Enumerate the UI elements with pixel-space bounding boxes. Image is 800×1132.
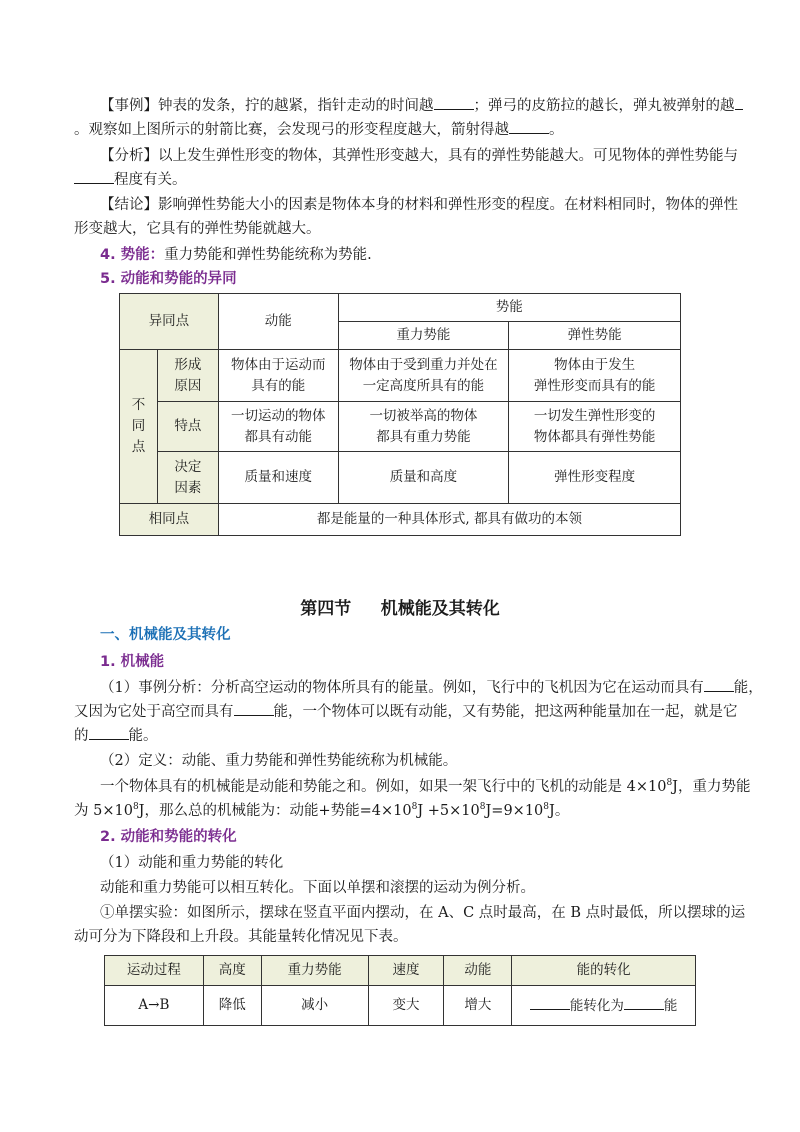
row-label-same: 相同点 [120, 504, 219, 536]
item-4-label: 4. 势能： [100, 247, 165, 263]
mech-p2: 又因为它处于高空而具有 能，一个物体可以既有动能，又有势能，把这两种能量加在一起，就是它 [74, 701, 738, 723]
blank-kinetic [704, 677, 734, 692]
conclusion-line-2: 形变越大，它具有的弹性势能就越大。 [74, 221, 321, 237]
blank-to-energy [624, 995, 664, 1010]
analysis-tag: 【分析】 [100, 148, 158, 164]
cell-kinetic-feature: 一切运动的物体 都具有动能 [218, 402, 338, 452]
td-speed: 变大 [368, 986, 444, 1026]
example-line-1: 【事例】钟表的发条，拧的越紧，指针走动的时间越 ；弹弓的皮筋拉的越长，弹丸被弹射的越 [100, 95, 743, 117]
heading-1: 一、机械能及其转化 [100, 627, 231, 643]
cell-gravity-factors: 质量和高度 [338, 452, 509, 504]
header-elastic: 弹性势能 [509, 322, 681, 350]
example-tag: 【事例】 [100, 98, 158, 114]
td-kinetic-energy: 增大 [444, 986, 512, 1026]
mech-p3: 的 能。 [74, 725, 158, 747]
cell-elastic-formation: 物体由于发生 弹性形变而具有的能 [509, 350, 681, 402]
header-compare: 异同点 [120, 294, 219, 350]
conv-p4: 动可分为下降段和上升段。其能量转化情况见下表。 [74, 929, 408, 945]
mech-label: 1. 机械能 [100, 654, 165, 670]
cell-kinetic-formation: 物体由于运动而 具有的能 [218, 350, 338, 402]
conv-label: 2. 动能和势能的转化 [100, 829, 237, 845]
td-height: 降低 [203, 986, 261, 1026]
th-speed: 速度 [368, 956, 444, 986]
item-4: 4. 势能：重力势能和弹性势能统称为势能. [100, 247, 372, 263]
side-label-differences: 不 同 点 [120, 350, 158, 504]
header-gravity: 重力势能 [338, 322, 509, 350]
th-gravity-energy: 重力势能 [261, 956, 368, 986]
td-gravity-energy: 减小 [261, 986, 368, 1026]
row-label-formation: 形成 原因 [157, 350, 218, 402]
mech-p1: （1）事例分析：分析高空运动的物体所具有的能量。例如，飞行中的飞机因为它在运动而具有 能， [100, 677, 763, 699]
mech-example-2: 为 $5\times 10^8J$，那么总的机械能为：动能+势能$=4\times 10^8J +5\times 10^8J=9\times 10^8J$。 [74, 802, 570, 819]
th-kinetic-energy: 动能 [444, 956, 512, 986]
cell-same: 都是能量的一种具体形式, 都具有做功的本领 [218, 504, 680, 536]
cell-elastic-factors: 弹性形变程度 [509, 452, 681, 504]
conv-p3: ①单摆实验：如图所示，摆球在竖直平面内摆动，在 A、C 点时最高，在 B 点时最低，所以摆球的运 [100, 905, 746, 921]
pendulum-table [104, 955, 696, 1026]
th-conversion: 能的转化 [512, 956, 696, 986]
item-5 [100, 268, 237, 290]
example-line-2: 。观察如上图所示的射箭比赛，会发现弓的形变程度越大，箭射得越 。 [74, 119, 564, 141]
blank-time [434, 95, 474, 110]
header-potential: 势能 [338, 294, 680, 322]
analysis-line-1: 【分析】以上发生弹性形变的物体，其弹性形变越大，具有的弹性势能越大。可见物体的弹性势能与 [100, 148, 738, 164]
cell-gravity-feature: 一切被举高的物体 都具有重力势能 [338, 402, 509, 452]
td-conversion: 能转化为 能 [512, 986, 696, 1026]
cell-gravity-formation: 物体由于受到重力并处在 一定高度所具有的能 [338, 350, 509, 402]
cell-kinetic-factors: 质量和速度 [218, 452, 338, 504]
blank-arrow [509, 119, 549, 134]
section-title: 第四节 机械能及其转化 [300, 599, 500, 619]
mech-definition: （2）定义：动能、重力势能和弹性势能统称为机械能。 [100, 753, 458, 769]
cell-elastic-feature: 一切发生弹性形变的 物体都具有弹性势能 [509, 402, 681, 452]
td-process: A→B [105, 986, 204, 1026]
mech-example-1: 一个物体具有的机械能是动能和势能之和。例如，如果一架飞行中的飞机的动能是 $4\times 10^8J$，重力势能 [100, 778, 751, 795]
blank-from-energy [530, 995, 570, 1010]
blank-potential [234, 701, 274, 716]
th-process: 运动过程 [105, 956, 204, 986]
conv-p1: （1）动能和重力势能的转化 [100, 855, 284, 871]
th-height: 高度 [203, 956, 261, 986]
conclusion-line-1: 【结论】影响弹性势能大小的因素是物体本身的材料和弹性形变的程度。在材料相同时，物体的弹性 [100, 197, 738, 213]
row-label-feature: 特点 [157, 402, 218, 452]
analysis-line-2: 程度有关。 [74, 169, 187, 191]
header-kinetic: 动能 [218, 294, 338, 350]
comparison-table [119, 293, 681, 536]
conv-p2: 动能和重力势能可以相互转化。下面以单摆和滚摆的运动为例分析。 [100, 880, 535, 896]
item-5-label: 5. 动能和势能的异同 [100, 271, 237, 287]
blank-mechanical [89, 725, 129, 740]
conclusion-tag: 【结论】 [100, 197, 158, 213]
blank-distance [735, 95, 743, 110]
blank-deformation [74, 169, 114, 184]
row-label-factors: 决定 因素 [157, 452, 218, 504]
